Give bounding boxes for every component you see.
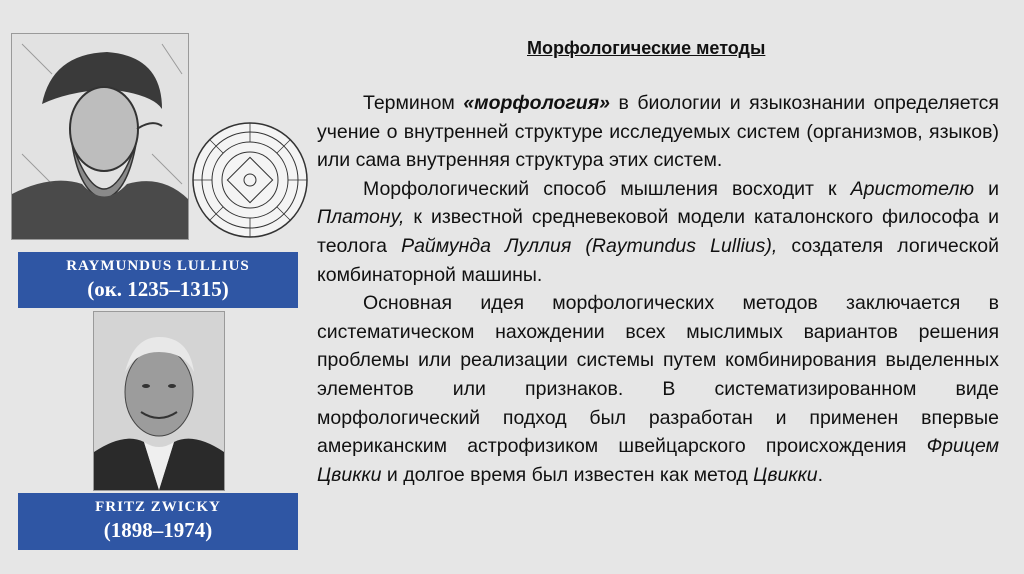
paragraph-3: Основная идея морфологических методов заключается в систематическом нахождении всех мыслимых вариантов решения проблемы или реализации системы путем комбинирования выделенных элементов или признаков. В систематизированном виде морфологический подход был разработан и применен впервые американским астрофизиком швейцарского происхождения Фрицем Цвикки и долгое время был известен как метод Цвикки.: [317, 292, 999, 486]
name-lullius: Раймунда Луллия (Raymundus Lullius),: [401, 234, 778, 257]
lullius-name: RAYMUNDUS LULLIUS: [66, 258, 250, 274]
slide-title: Морфологические методы: [527, 38, 766, 58]
term-morphology: «морфология»: [463, 92, 611, 114]
zwicky-photo-icon: [94, 312, 224, 490]
zwicky-portrait-image: [93, 311, 225, 491]
zwicky-caption: [18, 493, 298, 550]
slide-body-text: [317, 89, 999, 489]
lullius-caption: [18, 252, 298, 308]
zwicky-years: (1898–1974): [103, 518, 213, 542]
name-aristotle: Аристотелю: [850, 177, 975, 200]
lullian-circle-diagram-icon: [190, 120, 310, 240]
name-zwicky-method: Цвикки: [753, 463, 818, 486]
name-zwicky: Фрицем Цвикки: [317, 435, 999, 486]
lullius-portrait-image: [11, 33, 189, 240]
paragraph-1: Термином «морфология» в биологии и языкознании определяется учение о внутренней структуре исследуемых систем (организмов, языков) или сама внутренняя структура этих систем.: [317, 92, 999, 172]
name-plato: Платону,: [317, 206, 405, 229]
lullius-years: (ок. 1235–1315): [87, 277, 229, 301]
zwicky-name: FRITZ ZWICKY: [95, 499, 221, 515]
lullius-engraving-icon: [12, 34, 188, 239]
paragraph-2: Морфологический способ мышления восходит к Аристотелю и Платону, к известной средневековой модели каталонского философа и теолога Раймунда Луллия (Raymundus Lullius), создателя логической комбинаторной машины.: [317, 177, 999, 286]
